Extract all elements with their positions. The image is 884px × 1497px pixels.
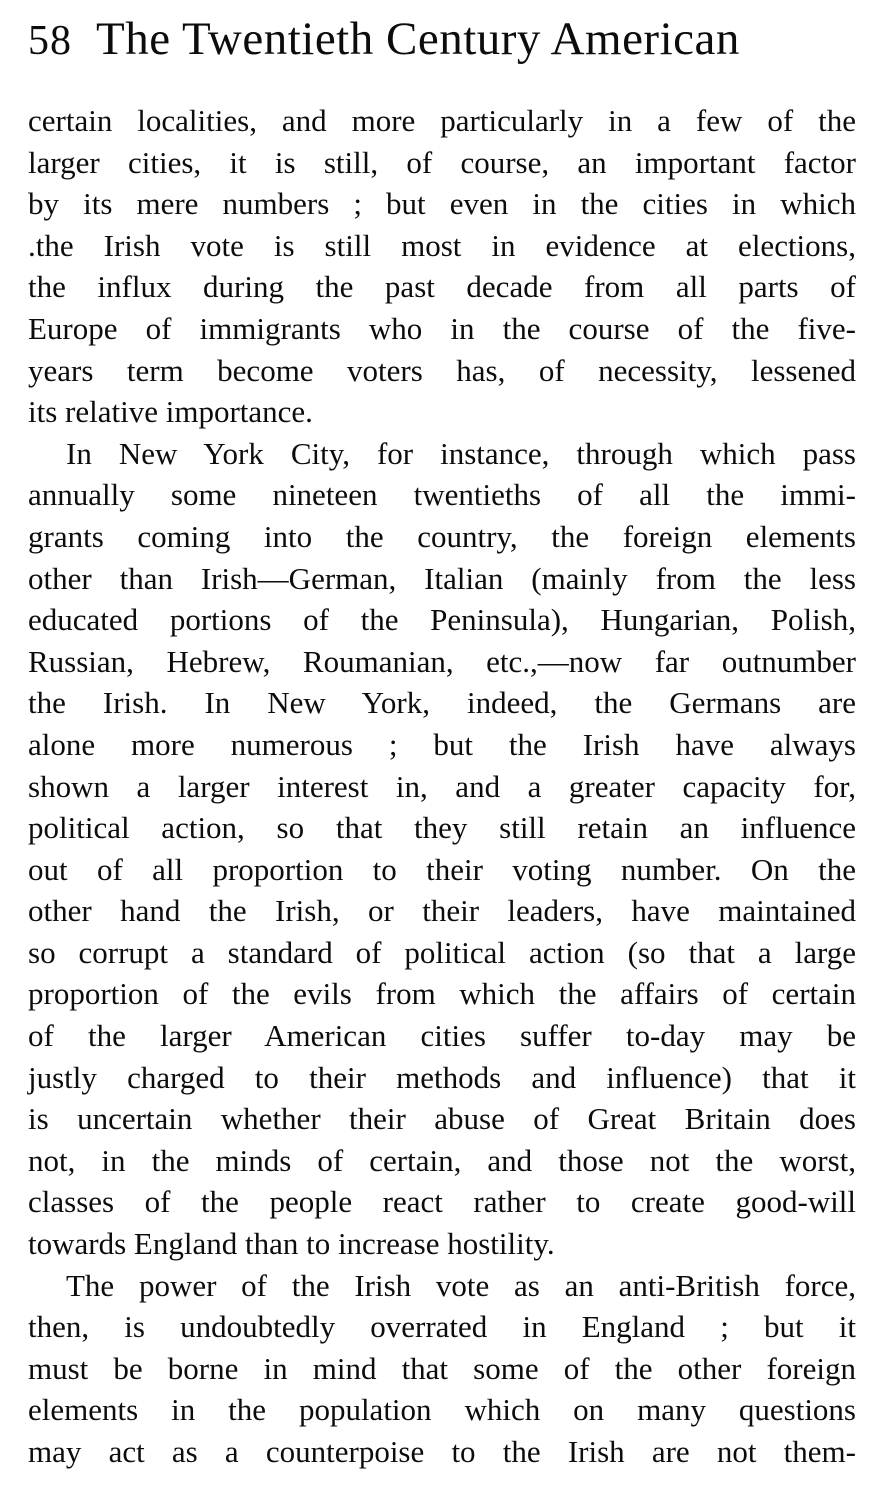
text-line: grants coming into the country, the foreign elements [28,518,856,554]
text-line: so corrupt a standard of political action (so that a large [28,934,856,970]
page-number: 58 [28,18,72,64]
text-line: of the larger American cities suffer to-day may be [28,1018,856,1054]
text-line: political action, so that they still retain an influence [28,810,856,846]
text-line: is uncertain whether their abuse of Great Britain does [28,1101,856,1137]
text-line: proportion of the evils from which the affairs of certain [28,976,856,1012]
text-line: years term become voters has, of necessity, lessened [28,352,856,388]
text-line: classes of the people react rather to create good-will [28,1184,856,1220]
text-line: by its mere numbers ; but even in the cities in which [28,186,856,222]
text-line: its relative importance. [28,394,313,430]
paragraph [28,433,856,1265]
text-line: must be borne in mind that some of the other foreign [28,1350,856,1386]
text-line: The power of the Irish vote as an anti-British force, [66,1267,856,1303]
text-line: Europe of immigrants who in the course of the five- [28,310,856,346]
text-line: shown a larger interest in, and a greater capacity for, [28,768,856,804]
text-line: elements in the population which on many questions [28,1392,856,1428]
text-line: certain localities, and more particularly in a few of the [28,103,856,138]
text-line: .the Irish vote is still most in evidence at elections, [28,227,856,263]
text-line: Russian, Hebrew, Roumanian, etc.,—now far outnumber [28,643,856,679]
text-line: the influx during the past decade from all parts of [28,269,856,305]
text-line: larger cities, it is still, of course, an important factor [28,144,856,180]
text-line: the Irish. In New York, indeed, the Germans are [28,685,856,721]
text-line: out of all proportion to their voting number. On the [28,851,856,887]
text-line: towards England than to increase hostility. [28,1226,555,1262]
text-line: In New York City, for instance, through which pass [66,435,856,471]
running-title: The Twentieth Century American [96,13,740,65]
text-line: justly charged to their methods and influence) that it [28,1059,856,1095]
text-line: may act as a counterpoise to the Irish are not them- [28,1434,856,1469]
text-line: other hand the Irish, or their leaders, have maintained [28,893,856,929]
text-line: annually some nineteen twentieths of all the immi- [28,477,856,513]
running-header [28,12,856,66]
text-line: alone more numerous ; but the Irish have always [28,726,856,762]
text-line: educated portions of the Peninsula), Hungarian, Polish, [28,602,856,638]
body-text [28,100,856,1473]
paragraph [28,100,856,433]
text-line: then, is undoubtedly overrated in England ; but it [28,1309,856,1345]
text-line: other than Irish—German, Italian (mainly from the less [28,560,856,596]
text-line: not, in the minds of certain, and those not the worst, [28,1142,856,1178]
paragraph [28,1265,856,1473]
